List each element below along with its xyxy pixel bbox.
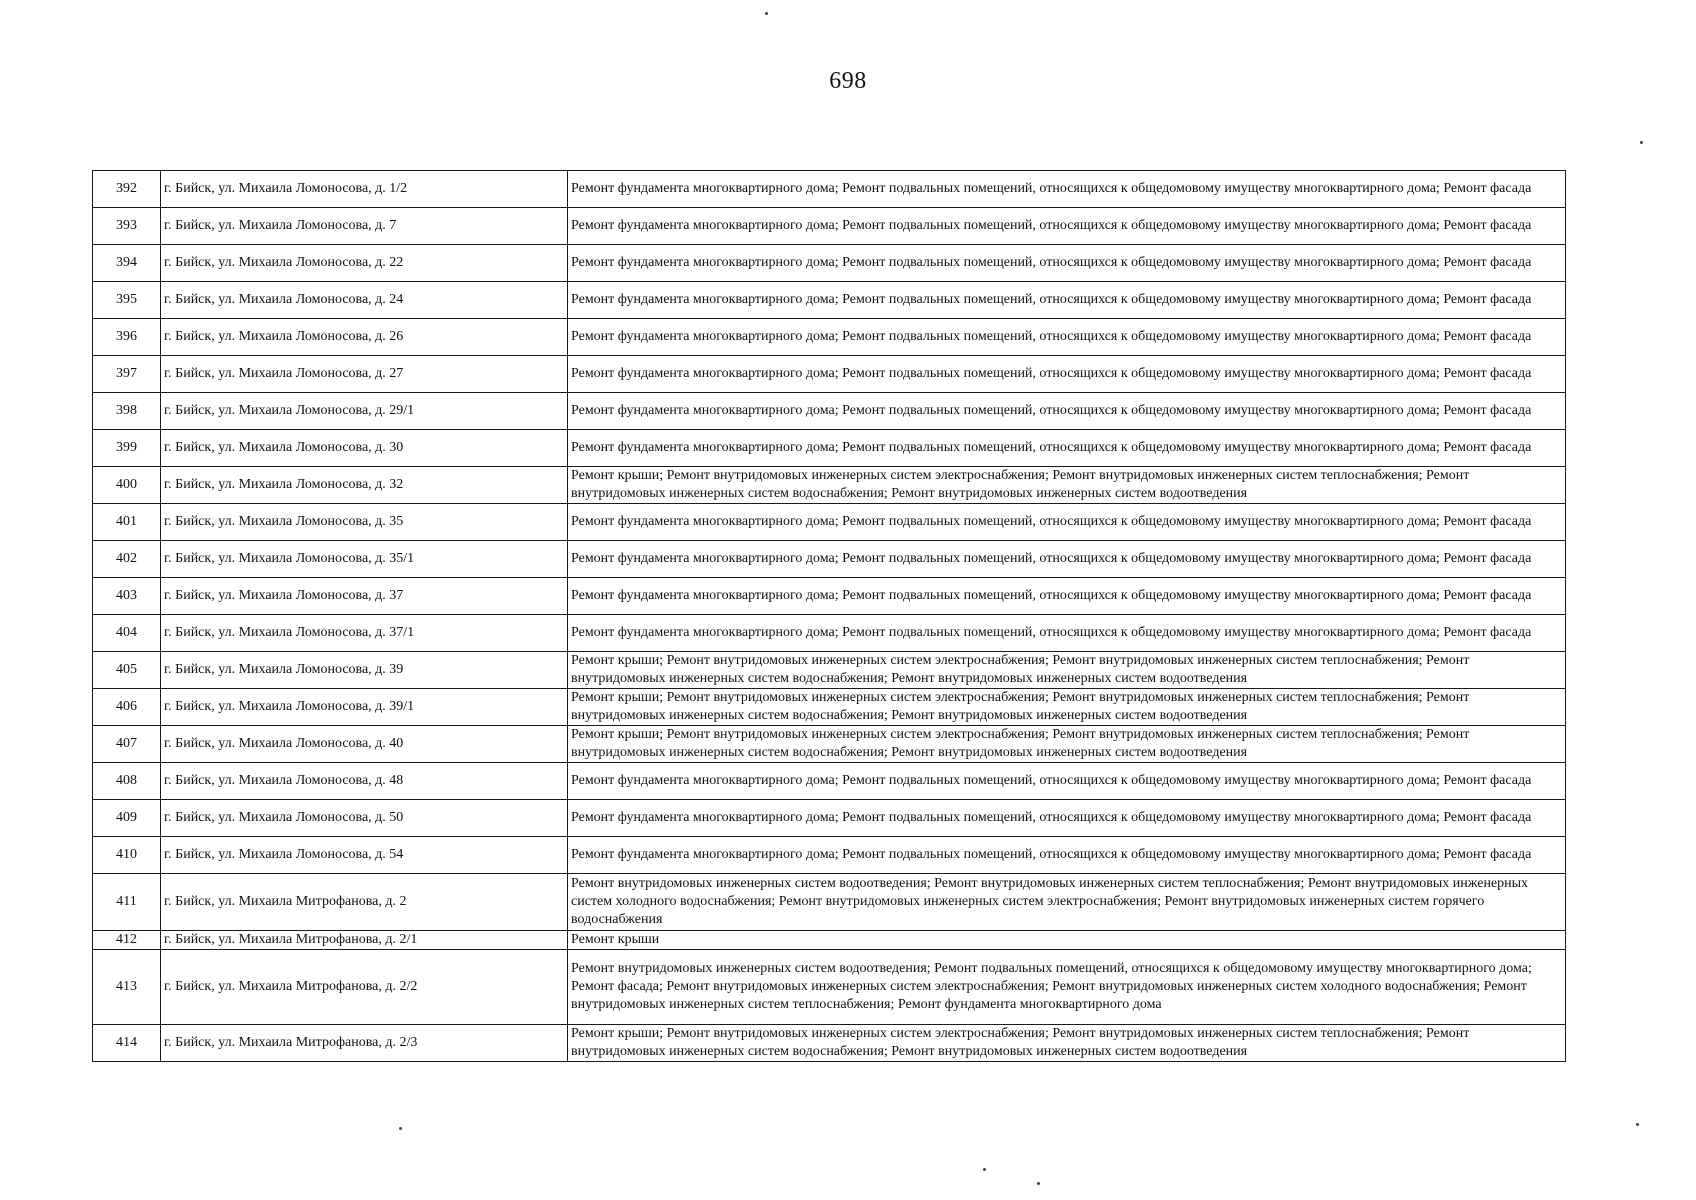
row-address: г. Бийск, ул. Михаила Ломоносова, д. 37 <box>161 578 568 615</box>
row-number: 413 <box>93 950 161 1025</box>
scan-speck <box>1037 1182 1040 1185</box>
row-works: Ремонт фундамента многоквартирного дома; Ремонт подвальных помещений, относящихся к общедомовому имуществу многоквартирного дома; Ремонт фасада <box>568 763 1566 800</box>
row-number: 401 <box>93 504 161 541</box>
row-works: Ремонт фундамента многоквартирного дома; Ремонт подвальных помещений, относящихся к общедомовому имуществу многоквартирного дома; Ремонт фасада <box>568 393 1566 430</box>
table-row <box>93 282 1566 319</box>
table-row <box>93 615 1566 652</box>
row-number: 412 <box>93 931 161 950</box>
row-address: г. Бийск, ул. Михаила Митрофанова, д. 2 <box>161 874 568 931</box>
scan-speck <box>1636 1123 1639 1126</box>
row-works: Ремонт фундамента многоквартирного дома; Ремонт подвальных помещений, относящихся к общедомовому имуществу многоквартирного дома; Ремонт фасада <box>568 356 1566 393</box>
row-works: Ремонт крыши; Ремонт внутридомовых инженерных систем электроснабжения; Ремонт внутридомовых инженерных систем теплоснабжения; Ремонт внутридомовых инженерных систем водоснабжения; Ремонт внутридомовых инженерных систем водоотведения <box>568 1025 1566 1062</box>
row-number: 402 <box>93 541 161 578</box>
table-row <box>93 245 1566 282</box>
row-number: 394 <box>93 245 161 282</box>
row-address: г. Бийск, ул. Михаила Ломоносова, д. 48 <box>161 763 568 800</box>
table-row <box>93 837 1566 874</box>
table-row <box>93 652 1566 689</box>
row-works: Ремонт внутридомовых инженерных систем водоотведения; Ремонт внутридомовых инженерных систем теплоснабжения; Ремонт внутридомовых инженерных систем холодного водоснабжения; Ремонт внутридомовых инженерных систем электроснабжения; Ремонт внутридомовых инженерных систем горячего водоснабжения <box>568 874 1566 931</box>
row-number: 411 <box>93 874 161 931</box>
row-address: г. Бийск, ул. Михаила Митрофанова, д. 2/1 <box>161 931 568 950</box>
scan-speck <box>1640 141 1643 144</box>
row-works: Ремонт фундамента многоквартирного дома; Ремонт подвальных помещений, относящихся к общедомовому имуществу многоквартирного дома; Ремонт фасада <box>568 319 1566 356</box>
row-number: 397 <box>93 356 161 393</box>
table-row <box>93 931 1566 950</box>
row-address: г. Бийск, ул. Михаила Ломоносова, д. 27 <box>161 356 568 393</box>
row-address: г. Бийск, ул. Михаила Ломоносова, д. 30 <box>161 430 568 467</box>
row-works: Ремонт крыши; Ремонт внутридомовых инженерных систем электроснабжения; Ремонт внутридомовых инженерных систем теплоснабжения; Ремонт внутридомовых инженерных систем водоснабжения; Ремонт внутридомовых инженерных систем водоотведения <box>568 689 1566 726</box>
row-works: Ремонт фундамента многоквартирного дома; Ремонт подвальных помещений, относящихся к общедомовому имуществу многоквартирного дома; Ремонт фасада <box>568 615 1566 652</box>
row-address: г. Бийск, ул. Михаила Ломоносова, д. 1/2 <box>161 171 568 208</box>
row-address: г. Бийск, ул. Михаила Ломоносова, д. 32 <box>161 467 568 504</box>
row-works: Ремонт фундамента многоквартирного дома; Ремонт подвальных помещений, относящихся к общедомовому имуществу многоквартирного дома; Ремонт фасада <box>568 837 1566 874</box>
table-row <box>93 541 1566 578</box>
table-row <box>93 578 1566 615</box>
repair-registry-table <box>92 170 1566 1062</box>
row-works: Ремонт крыши <box>568 931 1566 950</box>
row-address: г. Бийск, ул. Михаила Ломоносова, д. 26 <box>161 319 568 356</box>
row-number: 410 <box>93 837 161 874</box>
row-address: г. Бийск, ул. Михаила Ломоносова, д. 22 <box>161 245 568 282</box>
row-number: 395 <box>93 282 161 319</box>
table-row <box>93 874 1566 931</box>
table-row <box>93 208 1566 245</box>
table-row <box>93 356 1566 393</box>
table-row <box>93 1025 1566 1062</box>
row-address: г. Бийск, ул. Михаила Ломоносова, д. 40 <box>161 726 568 763</box>
row-address: г. Бийск, ул. Михаила Ломоносова, д. 35 <box>161 504 568 541</box>
table-row <box>93 319 1566 356</box>
table-row <box>93 393 1566 430</box>
table-row <box>93 726 1566 763</box>
row-number: 392 <box>93 171 161 208</box>
row-number: 393 <box>93 208 161 245</box>
row-works: Ремонт фундамента многоквартирного дома; Ремонт подвальных помещений, относящихся к общедомовому имуществу многоквартирного дома; Ремонт фасада <box>568 282 1566 319</box>
row-works: Ремонт фундамента многоквартирного дома; Ремонт подвальных помещений, относящихся к общедомовому имуществу многоквартирного дома; Ремонт фасада <box>568 800 1566 837</box>
row-address: г. Бийск, ул. Михаила Ломоносова, д. 35/1 <box>161 541 568 578</box>
row-number: 396 <box>93 319 161 356</box>
row-works: Ремонт фундамента многоквартирного дома; Ремонт подвальных помещений, относящихся к общедомовому имуществу многоквартирного дома; Ремонт фасада <box>568 208 1566 245</box>
row-works: Ремонт внутридомовых инженерных систем водоотведения; Ремонт подвальных помещений, относящихся к общедомовому имуществу многоквартирного дома; Ремонт фасада; Ремонт внутридомовых инженерных систем электроснабжения; Ремонт внутридомовых инженерных систем холодного водоснабжения; Ремонт внутридомовых инженерных систем теплоснабжения; Ремонт фундамента многоквартирного дома <box>568 950 1566 1025</box>
row-address: г. Бийск, ул. Михаила Ломоносова, д. 50 <box>161 800 568 837</box>
row-works: Ремонт фундамента многоквартирного дома; Ремонт подвальных помещений, относящихся к общедомовому имуществу многоквартирного дома; Ремонт фасада <box>568 578 1566 615</box>
row-works: Ремонт фундамента многоквартирного дома; Ремонт подвальных помещений, относящихся к общедомовому имуществу многоквартирного дома; Ремонт фасада <box>568 541 1566 578</box>
scan-speck <box>765 12 768 15</box>
table-row <box>93 950 1566 1025</box>
row-address: г. Бийск, ул. Михаила Ломоносова, д. 54 <box>161 837 568 874</box>
row-number: 407 <box>93 726 161 763</box>
row-number: 405 <box>93 652 161 689</box>
row-number: 399 <box>93 430 161 467</box>
row-address: г. Бийск, ул. Михаила Митрофанова, д. 2/2 <box>161 950 568 1025</box>
table-body <box>93 171 1566 1062</box>
row-number: 398 <box>93 393 161 430</box>
table-row <box>93 467 1566 504</box>
row-address: г. Бийск, ул. Михаила Ломоносова, д. 24 <box>161 282 568 319</box>
row-works: Ремонт крыши; Ремонт внутридомовых инженерных систем электроснабжения; Ремонт внутридомовых инженерных систем теплоснабжения; Ремонт внутридомовых инженерных систем водоснабжения; Ремонт внутридомовых инженерных систем водоотведения <box>568 726 1566 763</box>
page-number: 698 <box>829 68 867 94</box>
table-row <box>93 430 1566 467</box>
row-works: Ремонт крыши; Ремонт внутридомовых инженерных систем электроснабжения; Ремонт внутридомовых инженерных систем теплоснабжения; Ремонт внутридомовых инженерных систем водоснабжения; Ремонт внутридомовых инженерных систем водоотведения <box>568 467 1566 504</box>
row-address: г. Бийск, ул. Михаила Митрофанова, д. 2/3 <box>161 1025 568 1062</box>
row-works: Ремонт фундамента многоквартирного дома; Ремонт подвальных помещений, относящихся к общедомовому имуществу многоквартирного дома; Ремонт фасада <box>568 504 1566 541</box>
row-number: 408 <box>93 763 161 800</box>
row-number: 406 <box>93 689 161 726</box>
row-works: Ремонт фундамента многоквартирного дома; Ремонт подвальных помещений, относящихся к общедомовому имуществу многоквартирного дома; Ремонт фасада <box>568 245 1566 282</box>
table-row <box>93 800 1566 837</box>
table-row <box>93 171 1566 208</box>
row-works: Ремонт фундамента многоквартирного дома; Ремонт подвальных помещений, относящихся к общедомовому имуществу многоквартирного дома; Ремонт фасада <box>568 171 1566 208</box>
row-works: Ремонт фундамента многоквартирного дома; Ремонт подвальных помещений, относящихся к общедомовому имуществу многоквартирного дома; Ремонт фасада <box>568 430 1566 467</box>
scan-speck <box>983 1168 986 1171</box>
row-number: 414 <box>93 1025 161 1062</box>
row-number: 404 <box>93 615 161 652</box>
table-row <box>93 504 1566 541</box>
scan-speck <box>399 1127 402 1130</box>
row-address: г. Бийск, ул. Михаила Ломоносова, д. 39 <box>161 652 568 689</box>
table-row <box>93 689 1566 726</box>
row-number: 403 <box>93 578 161 615</box>
row-address: г. Бийск, ул. Михаила Ломоносова, д. 7 <box>161 208 568 245</box>
row-address: г. Бийск, ул. Михаила Ломоносова, д. 37/1 <box>161 615 568 652</box>
row-works: Ремонт крыши; Ремонт внутридомовых инженерных систем электроснабжения; Ремонт внутридомовых инженерных систем теплоснабжения; Ремонт внутридомовых инженерных систем водоснабжения; Ремонт внутридомовых инженерных систем водоотведения <box>568 652 1566 689</box>
row-number: 409 <box>93 800 161 837</box>
row-address: г. Бийск, ул. Михаила Ломоносова, д. 29/1 <box>161 393 568 430</box>
row-number: 400 <box>93 467 161 504</box>
row-address: г. Бийск, ул. Михаила Ломоносова, д. 39/1 <box>161 689 568 726</box>
table-row <box>93 763 1566 800</box>
